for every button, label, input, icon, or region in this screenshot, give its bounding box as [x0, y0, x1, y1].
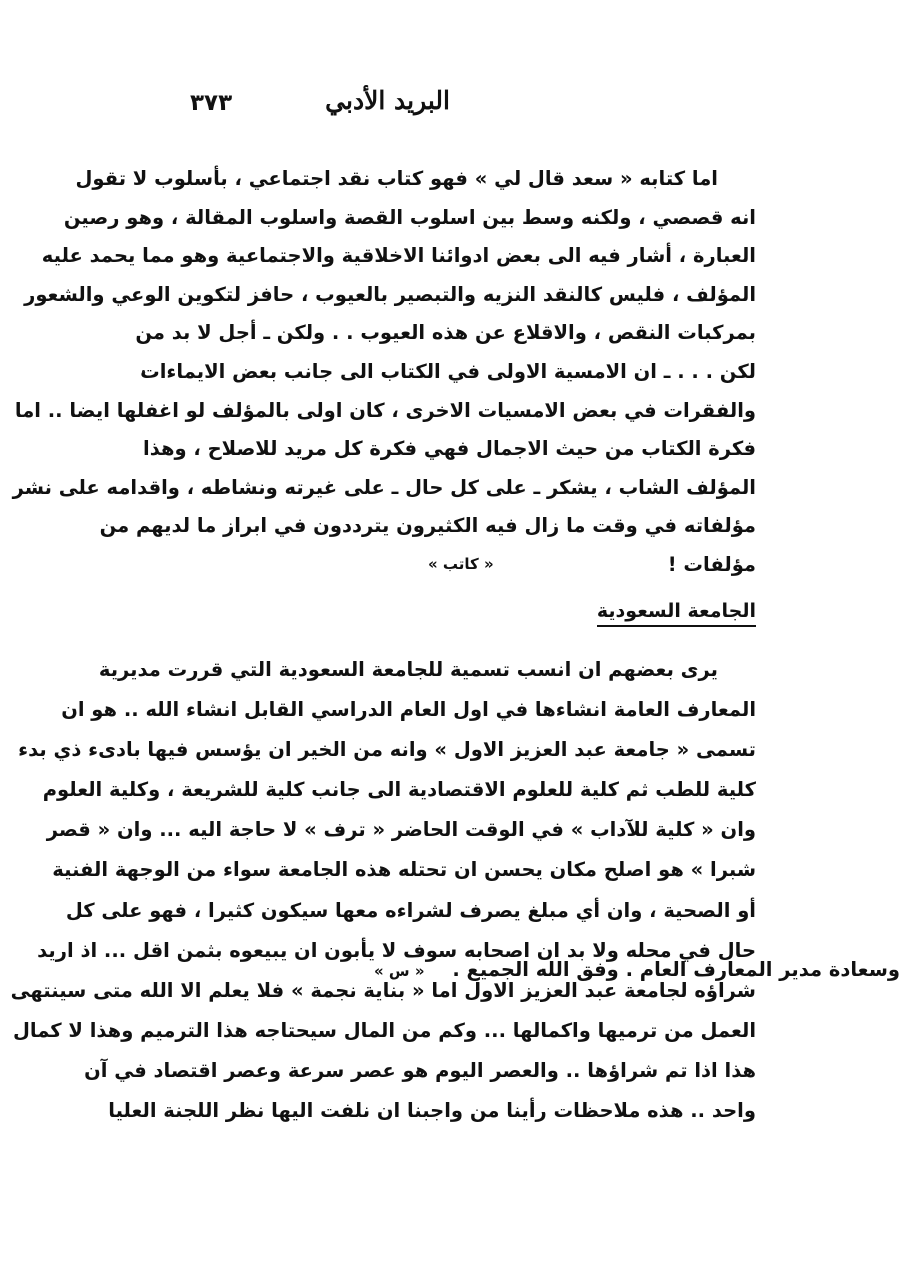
text-line: المعارف العامة انشاءها في اول العام الدراسي القابل انشاء الله .. هو ان: [61, 698, 756, 722]
author-signature: « س »: [374, 962, 425, 980]
article-book-review: [12, 160, 756, 611]
text-line: مؤلفاته في وقت ما زال فيه الكثيرون يترددون في ابراز ما لديهم من: [99, 514, 756, 538]
text-line: المؤلف ، فليس كالنقد النزيه والتبصير بالعيوب ، حافز لتكوين الوعي والشعور: [24, 282, 756, 306]
text-line: فكرة الكتاب من حيث الاجمال فهي فكرة كل مريد للاصلاح ، وهذا: [143, 437, 756, 461]
text-line: اما كتابه « سعد قال لي » فهو كتاب نقد اجتماعي ، بأسلوب لا تقول: [75, 167, 718, 190]
text-line: انه قصصي ، ولكنه وسط بين اسلوب القصة واسلوب المقالة ، وهو رصين: [63, 205, 756, 229]
text-line: شراؤه لجامعة عبد العزيز الاول اما « بناية نجمة » فلا يعلم الا الله متى سينتهى: [10, 978, 756, 1002]
closing-line: وسعادة مدير المعارف العام . وفق الله الجميع .: [452, 958, 900, 981]
text-line: كلية للطب ثم كلية للعلوم الاقتصادية الى جانب كلية للشريعة ، وكلية العلوم: [42, 778, 756, 802]
section-heading: الجامعة السعودية: [597, 600, 756, 627]
text-line: لكن . . . ـ ان الامسية الاولى في الكتاب الى جانب بعض الايماءات: [140, 359, 756, 383]
running-header: [150, 86, 750, 126]
text-line: حال في محله ولا بد ان اصحابه سوف لا يأبون ان يبيعوه بثمن اقل ... اذ اريد: [37, 938, 756, 962]
page-number: ٣٧٣: [190, 90, 233, 116]
text-line: تسمى « جامعة عبد العزيز الاول » وانه من الخير ان يؤسس فيها بادىء ذي بدء: [18, 738, 756, 762]
text-line: مؤلفات !: [667, 552, 756, 576]
text-line: العبارة ، أشار فيه الى بعض ادوائنا الاخلاقية والاجتماعية وهو مما يحمد عليه: [41, 244, 756, 268]
text-line: واحد .. هذه ملاحظات رأينا من واجبنا ان نلفت اليها نظر اللجنة العليا: [108, 1099, 756, 1123]
running-title: البريد الأدبي: [325, 86, 450, 115]
article-saudi-university: [10, 650, 756, 1131]
text-line: وان « كلية للآداب » في الوقت الحاضر « ترف » لا حاجة اليه ... وان « قصر: [46, 818, 756, 842]
text-line: المؤلف الشاب ، يشكر ـ على كل حال ـ على غيرته ونشاطه ، واقدامه على نشر: [12, 475, 756, 499]
text-line: أو الصحية ، وان أي مبلغ يصرف لشراءه معها سيكون كثيرا ، فهو على كل: [65, 898, 756, 922]
text-line: يرى بعضهم ان انسب تسمية للجامعة السعودية التي قررت مديرية: [98, 658, 718, 681]
text-line: العمل من ترميها واكمالها ... وكم من المال سيحتاجه هذا الترميم وهذا لا كمال: [12, 1018, 756, 1042]
author-signature: « كاتب »: [428, 554, 494, 573]
text-line: هذا اذا تم شراؤها .. والعصر اليوم هو عصر سرعة وعصر اقتصاد في آن: [84, 1058, 756, 1082]
text-line: والفقرات في بعض الامسيات الاخرى ، كان اولى بالمؤلف لو اغفلها ايضا .. اما: [14, 398, 756, 422]
text-line: شبرا » هو اصلح مكان يحسن ان تحتله هذه الجامعة سواء من الوجهة الفنية: [52, 858, 756, 882]
text-line: بمركبات النقص ، والاقلاع عن هذه العيوب . . ولكن ـ أجل لا بد من: [135, 321, 756, 345]
